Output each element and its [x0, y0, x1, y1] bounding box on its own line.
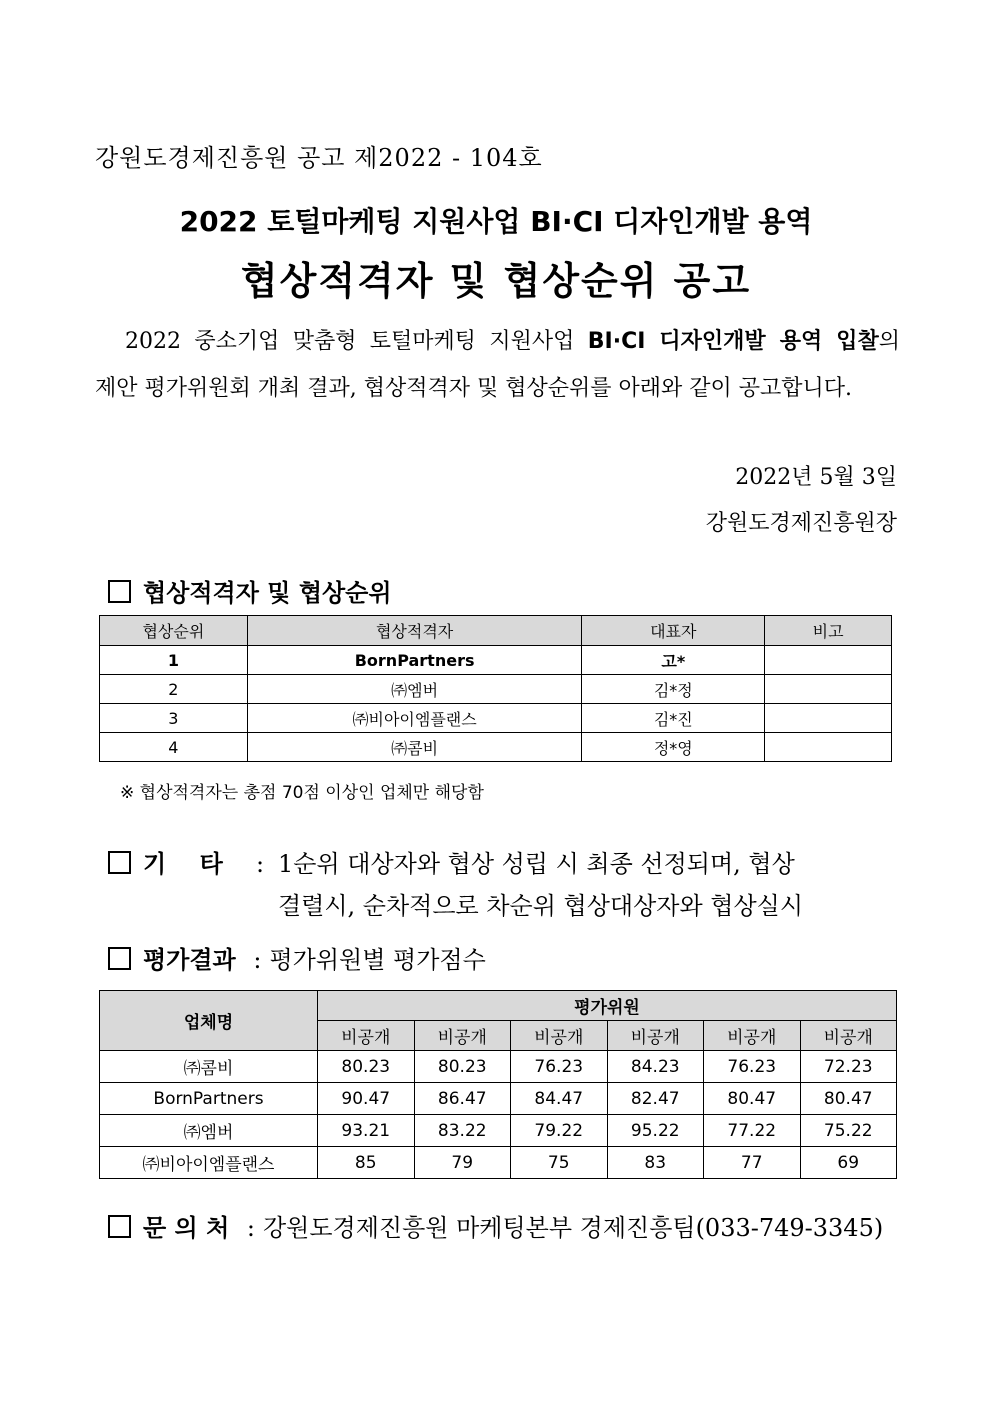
section4-heading-text: 문 의 처	[143, 1213, 230, 1242]
contact-info: 강원도경제진흥원 마케팅본부 경제진흥팀(033-749-3345)	[263, 1214, 884, 1242]
section3-heading-row	[108, 940, 486, 975]
section2-text	[278, 843, 804, 927]
cell-score: 80.47	[800, 1083, 897, 1115]
header-evaluator: 비공개	[318, 1021, 415, 1051]
checkbox-square-icon	[108, 580, 131, 603]
evaluation-score-table	[99, 990, 897, 1179]
cell-rank: 1	[100, 646, 248, 675]
section2-heading	[108, 849, 223, 878]
negotiation-ranking-table	[99, 615, 892, 762]
table-row	[100, 1115, 897, 1147]
header-evaluators-group: 평가위원	[318, 991, 897, 1021]
date-block	[706, 455, 897, 547]
cell-score: 83	[607, 1147, 704, 1179]
cell-rank: 4	[100, 733, 248, 762]
cell-score: 86.47	[414, 1083, 511, 1115]
cell-score: 82.47	[607, 1083, 704, 1115]
cell-score: 83.22	[414, 1115, 511, 1147]
section2-line2: 결렬시, 순차적으로 차순위 협상대상자와 협상실시	[278, 892, 804, 920]
cell-score: 69	[800, 1147, 897, 1179]
header-company: 협상적격자	[247, 616, 582, 646]
table-row	[100, 1051, 897, 1083]
table-row	[100, 1083, 897, 1115]
cell-representative: 정*영	[582, 733, 765, 762]
table-row	[100, 675, 892, 704]
cell-representative: 김*정	[582, 675, 765, 704]
announcement-body	[95, 318, 900, 412]
cell-note	[765, 733, 892, 762]
section2-heading-text: 기 타	[143, 849, 223, 878]
cell-score: 84.47	[511, 1083, 608, 1115]
document-title-line1: 2022 토털마케팅 지원사업 BI·CI 디자인개발 용역	[179, 205, 813, 238]
cell-rank: 2	[100, 675, 248, 704]
cell-company: ㈜엠버	[100, 1115, 318, 1147]
cell-company: ㈜비아이엠플랜스	[100, 1147, 318, 1179]
cell-score: 80.47	[704, 1083, 801, 1115]
checkbox-square-icon	[108, 1215, 131, 1238]
cell-company: BornPartners	[247, 646, 582, 675]
section3-heading-text: 평가결과	[143, 945, 236, 974]
header-representative: 대표자	[582, 616, 765, 646]
section1-heading-text: 협상적격자 및 협상순위	[143, 578, 392, 607]
cell-note	[765, 646, 892, 675]
notice-number: 강원도경제진흥원 공고 제2022 - 104호	[95, 144, 543, 172]
cell-score: 85	[318, 1147, 415, 1179]
table-row	[100, 1147, 897, 1179]
cell-score: 77.22	[704, 1115, 801, 1147]
header-company-name: 업체명	[100, 991, 318, 1051]
cell-score: 76.23	[511, 1051, 608, 1083]
cell-score: 75.22	[800, 1115, 897, 1147]
header-evaluator: 비공개	[704, 1021, 801, 1051]
section2-line1: 1순위 대상자와 협상 성립 시 최종 선정되며, 협상	[278, 850, 795, 878]
section4-heading	[108, 1213, 229, 1242]
cell-score: 79.22	[511, 1115, 608, 1147]
table-row	[100, 646, 892, 675]
header-note: 비고	[765, 616, 892, 646]
checkbox-square-icon	[108, 947, 131, 970]
table-row	[100, 704, 892, 733]
section4-colon: :	[246, 1214, 255, 1242]
table-header-row	[100, 616, 892, 646]
cell-company: ㈜엠버	[247, 675, 582, 704]
document-title-line2: 협상적격자 및 협상순위 공고	[240, 259, 752, 303]
cell-score: 95.22	[607, 1115, 704, 1147]
announcement-date: 2022년 5월 3일	[735, 465, 897, 490]
header-rank: 협상순위	[100, 616, 248, 646]
body-line1-bold: BI·CI 디자인개발 용역 입찰	[587, 329, 879, 354]
body-line-1	[95, 318, 900, 365]
cell-representative: 고*	[582, 646, 765, 675]
header-evaluator: 비공개	[607, 1021, 704, 1051]
section4-contact	[108, 1208, 883, 1243]
cell-rank: 3	[100, 704, 248, 733]
cell-note	[765, 704, 892, 733]
cell-company: BornPartners	[100, 1083, 318, 1115]
table-footnote: ※ 협상적격자는 총점 70점 이상인 업체만 해당함	[120, 783, 484, 803]
header-evaluator: 비공개	[414, 1021, 511, 1051]
cell-company: ㈜비아이엠플랜스	[247, 704, 582, 733]
cell-company: ㈜콤비	[247, 733, 582, 762]
cell-score: 93.21	[318, 1115, 415, 1147]
cell-score: 76.23	[704, 1051, 801, 1083]
cell-company: ㈜콤비	[100, 1051, 318, 1083]
table-row	[100, 733, 892, 762]
cell-score: 75	[511, 1147, 608, 1179]
cell-score: 77	[704, 1147, 801, 1179]
section3-colon: :	[253, 946, 262, 974]
section2-other	[108, 843, 868, 933]
cell-score: 80.23	[414, 1051, 511, 1083]
cell-note	[765, 675, 892, 704]
section1-heading	[108, 573, 392, 608]
section3-heading	[108, 945, 236, 974]
cell-score: 80.23	[318, 1051, 415, 1083]
section3-subtitle: 평가위원별 평가점수	[269, 946, 486, 974]
cell-score: 90.47	[318, 1083, 415, 1115]
body-line1-pre: 2022 중소기업 맞춤형 토털마케팅 지원사업	[125, 329, 588, 354]
table-header-row	[100, 991, 897, 1021]
header-evaluator: 비공개	[511, 1021, 608, 1051]
body-line-2: 제안 평가위원회 개최 결과, 협상적격자 및 협상순위를 아래와 같이 공고합니다.	[95, 376, 852, 401]
header-evaluator: 비공개	[800, 1021, 897, 1051]
body-line1-post: 의	[878, 329, 900, 354]
issuer: 강원도경제진흥원장	[705, 511, 897, 536]
cell-score: 72.23	[800, 1051, 897, 1083]
cell-representative: 김*진	[582, 704, 765, 733]
section2-colon: :	[256, 850, 265, 878]
cell-score: 84.23	[607, 1051, 704, 1083]
cell-score: 79	[414, 1147, 511, 1179]
checkbox-square-icon	[108, 851, 131, 874]
